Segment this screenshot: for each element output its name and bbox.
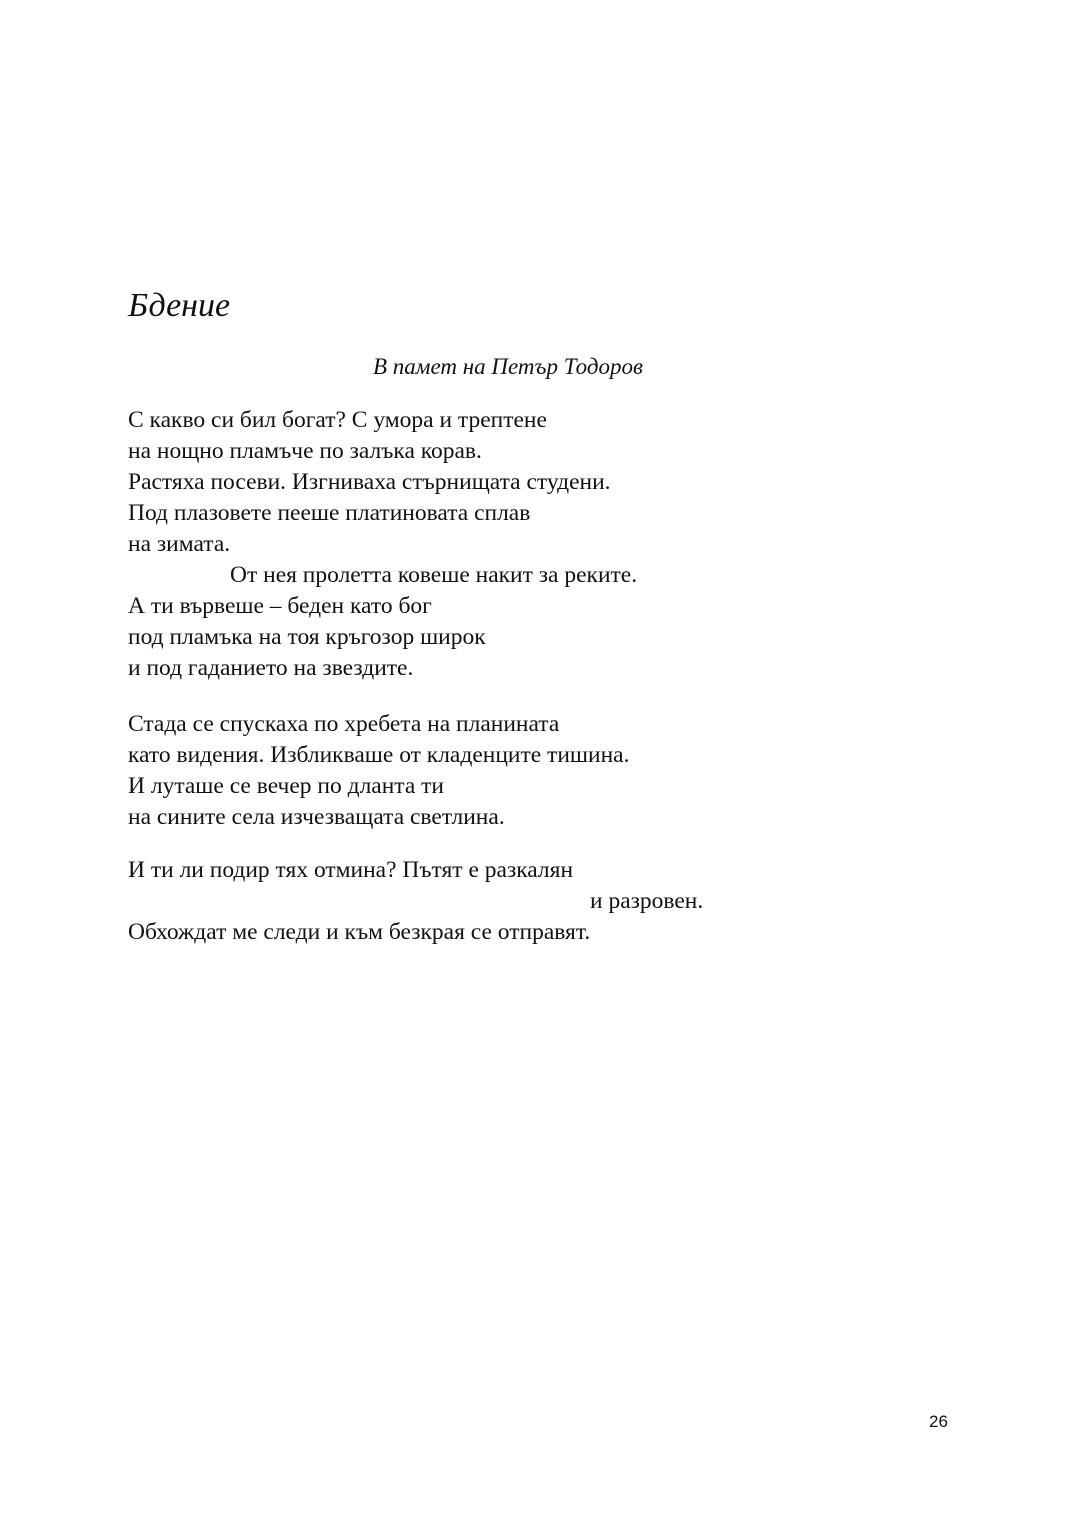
poem-line: на сините села изчезващата светлина. xyxy=(128,804,505,830)
poem-line: като видения. Избликваше от кладенците тишина. xyxy=(128,742,630,768)
poem-line: Обхождат ме следи и към безкрая се отправят. xyxy=(128,919,591,945)
poem-line: А ти вървеше – беден като бог xyxy=(128,593,432,619)
poem-line: И ти ли подир тях отмина? Пътят е разкалян xyxy=(128,857,574,883)
poem-title: Бдение xyxy=(128,287,231,324)
poem-line: и разровен. xyxy=(590,888,704,914)
page-number: 26 xyxy=(929,1412,948,1431)
poem-line: От нея пролетта ковеше накит за реките. xyxy=(230,562,638,588)
poem-line: под пламъка на тоя кръгозор широк xyxy=(128,624,486,650)
stanza-3 xyxy=(128,855,703,948)
stanza-1 xyxy=(128,405,637,684)
poem-line: и под гаданието на звездите. xyxy=(128,655,414,681)
poem-line: Под плазовете пееше платиновата сплав xyxy=(128,500,531,526)
poem-line: на нощно пламъче по залъка корав. xyxy=(128,438,482,464)
poem-dedication: В памет на Петър Тодоров xyxy=(373,354,643,379)
poem-line: И луташе се вечер по дланта ти xyxy=(128,773,445,799)
poem-line: С какво си бил богат? С умора и трептене xyxy=(128,407,547,433)
stanza-2 xyxy=(128,709,629,833)
poem-line: Растяха посеви. Изгниваха стърнищата студени. xyxy=(128,469,611,495)
poem-line: на зимата. xyxy=(128,531,231,557)
poem-line: Стада се спускаха по хребета на планината xyxy=(128,711,560,737)
